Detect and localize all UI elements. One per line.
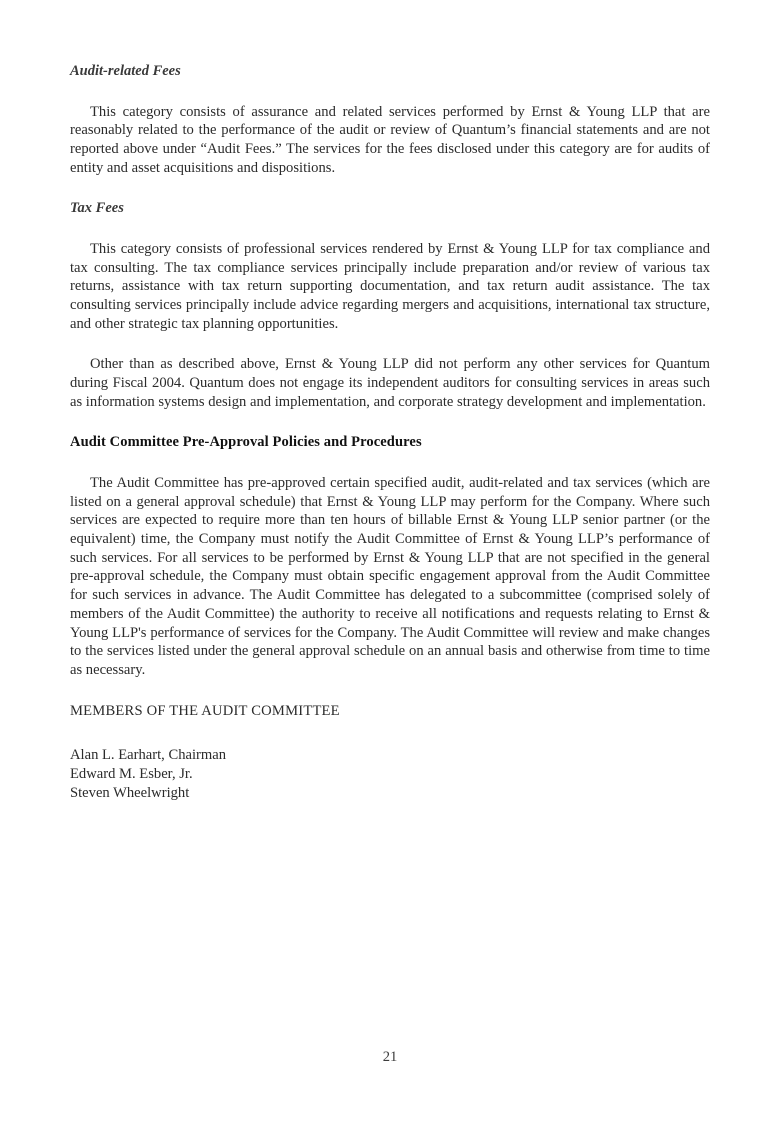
page-content xyxy=(70,62,710,802)
paragraph-tax-fees-1: This category consists of professional services rendered by Ernst & Young LLP for tax compliance and tax consulting. The tax compliance services principally include preparation and/or review of various tax returns, assistance with tax return supporting documentation, and tax return audit assistance. The tax consulting services principally include advice regarding mergers and acquisitions, international tax structure, and other strategic tax planning opportunities. xyxy=(70,240,710,332)
members-of-audit-committee-title: MEMBERS OF THE AUDIT COMMITTEE xyxy=(70,702,340,719)
paragraph-tax-fees-2: Other than as described above, Ernst & Young LLP did not perform any other services for Quantum during Fiscal 2004. Quantum does not engage its independent auditors for consulting services in areas such as information systems design and implementation, and corporate strategy development and implementation. xyxy=(70,356,710,410)
list-item: Alan L. Earhart, Chairman xyxy=(70,747,227,764)
page-number: 21 xyxy=(382,1049,398,1065)
section-heading-pre-approval-policies: Audit Committee Pre-Approval Policies and Procedures xyxy=(70,434,422,451)
section-heading-audit-related-fees: Audit-related Fees xyxy=(70,63,181,79)
section-heading-tax-fees: Tax Fees xyxy=(70,200,124,217)
paragraph-audit-related-fees-1: This category consists of assurance and related services performed by Ernst & Young LLP that are reasonably related to the performance of the audit or review of Quantum’s financial statements and are not reported above under “Audit Fees.” The services for the fees disclosed under this category are for audits of entity and asset acquisitions and dispositions. xyxy=(70,103,710,176)
paragraph-pre-approval-policies-1: The Audit Committee has pre-approved certain specified audit, audit-related and tax services (which are listed on a general approval schedule) that Ernst & Young LLP may perform for the Company. Where such services are expected to require more than ten hours of billable Ernst & Young LLP senior partner (or the equivalent) time, the Company must notify the Audit Committee of Ernst & Young LLP’s performance of such services. For all services to be performed by Ernst & Young LLP that are not specified in the general pre-approval schedule, the Company must obtain specific engagement approval from the Audit Committee for such services in advance. The Audit Committee has delegated to a subcommittee (comprised solely of members of the Audit Committee) the authority to receive all notifications and requests relating to Ernst & Young LLP's performance of services for the Company. The Audit Committee will review and make changes to the services listed under the general approval schedule on an annual basis and otherwise from time to time as necessary. xyxy=(70,474,710,678)
list-item: Steven Wheelwright xyxy=(70,784,190,801)
audit-committee-members-list xyxy=(70,746,710,802)
list-item: Edward M. Esber, Jr. xyxy=(70,766,193,783)
